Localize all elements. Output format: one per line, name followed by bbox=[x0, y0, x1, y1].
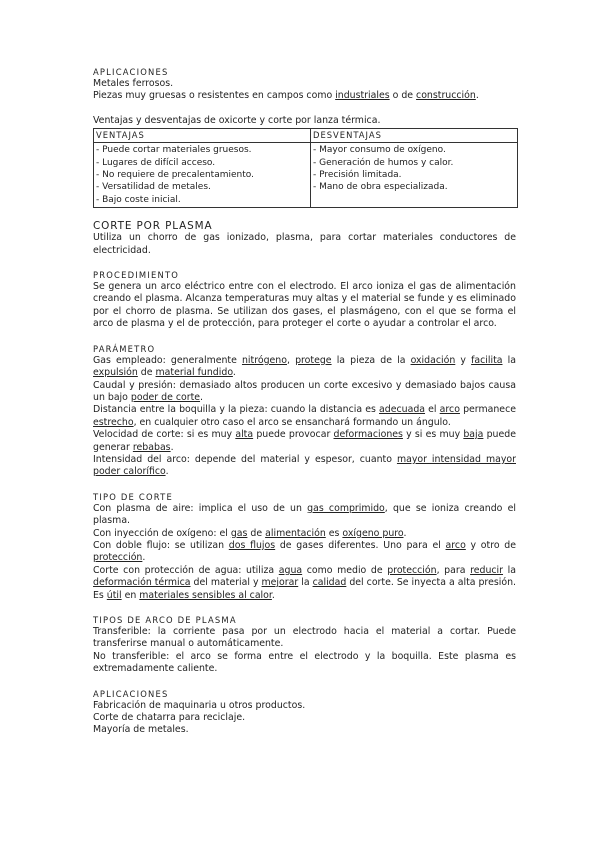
procedure-text: Se genera un arco eléctrico entre con el electrodo. El arco ioniza el gas de alimentación creando el plasma. Alcanza temperaturas muy altas y el material se funde y es eliminado por el chorro de plasma. Se utilizan dos gases, el plasmágeno, con el que se forma el arco de plasma y el de protección, para proteger el corte o ayudar a controlar el arco. bbox=[93, 281, 516, 330]
table-caption: Ventajas y desventajas de oxicorte y corte por lanza térmica. bbox=[93, 114, 381, 126]
parameter-heading: PARÁMETRO bbox=[93, 343, 156, 354]
list-item: - Versatilidad de metales. bbox=[96, 182, 211, 193]
param-speed: Velocidad de corte: si es muy alta puede provocar deformaciones y si es muy baja puede generar rebabas. bbox=[93, 429, 516, 453]
applications-item: Fabricación de maquinaria u otros productos. bbox=[93, 699, 306, 711]
applications-item: Mayoría de metales. bbox=[93, 724, 189, 736]
list-item: - Precisión limitada. bbox=[313, 170, 402, 181]
section-title: CORTE POR PLASMA bbox=[93, 220, 213, 233]
param-gas: Gas empleado: generalmente nitrógeno, protege la pieza de la oxidación y facilita la expulsión de material fundido. bbox=[93, 354, 516, 379]
pros-cons-table bbox=[93, 128, 518, 208]
list-item: - Bajo coste inicial. bbox=[96, 194, 181, 205]
cut-type-double-flow: Con doble flujo: se utilizan dos flujos de gases diferentes. Uno para el arco y otro de protección. bbox=[93, 539, 517, 564]
list-item: - Generación de humos y calor. bbox=[313, 157, 454, 168]
list-item: - Mano de obra especializada. bbox=[313, 182, 448, 193]
arc-types-heading: TIPOS DE ARCO DE PLASMA bbox=[93, 615, 237, 625]
cut-type-heading: TIPO DE CORTE bbox=[93, 491, 173, 502]
arc-non-transferable: No transferible: el arco se forma entre el electrodo y la boquilla. Este plasma es extremadamente caliente. bbox=[93, 650, 516, 675]
cut-type-water: Corte con protección de agua: utiliza agua como medio de protección, para reducir la deformación térmica del material y mejorar la calidad del corte. Se inyecta a alta presión. Es útil en materiales sensibles al calor. bbox=[93, 564, 516, 601]
table-header: DESVENTAJAS bbox=[311, 129, 518, 143]
param-intensity: Intensidad del arco: depende del material y espesor, cuanto mayor intensidad mayor poder calorífico. bbox=[93, 453, 516, 478]
applications-heading: APLICACIONES bbox=[93, 688, 169, 699]
param-flow: Caudal y presión: demasiado altos producen un corte excesivo y demasiado bajos causa un bajo poder de corte. bbox=[93, 379, 516, 403]
list-item: - Mayor consumo de oxígeno. bbox=[313, 145, 446, 156]
list-item: - Lugares de difícil acceso. bbox=[96, 157, 216, 168]
list-item: - Puede cortar materiales gruesos. bbox=[96, 145, 252, 156]
cut-type-air: Con plasma de aire: implica el uso de un gas comprimido, que se ioniza creando el plasma. bbox=[93, 502, 516, 527]
document-page bbox=[93, 66, 516, 737]
applications-heading: APLICACIONES bbox=[93, 67, 169, 77]
applications-item: Corte de chatarra para reciclaje. bbox=[93, 712, 246, 724]
table-header: VENTAJAS bbox=[94, 129, 311, 143]
advantages-cell bbox=[94, 143, 311, 208]
applications-line: Piezas muy gruesas o resistentes en campos como industriales o de construcción. bbox=[93, 90, 479, 102]
param-distance: Distancia entre la boquilla y la pieza: cuando la distancia es adecuada el arco permanece estrecho, en cualquier otro caso el arco se ensanchará formando un ángulo. bbox=[93, 404, 516, 428]
list-item: - No requiere de precalentamiento. bbox=[96, 170, 254, 181]
cut-type-oxygen: Con inyección de oxígeno: el gas de alimentación es oxígeno puro. bbox=[93, 527, 407, 539]
section-description: Utiliza un chorro de gas ionizado, plasma, para cortar materiales conductores de electricidad. bbox=[93, 232, 516, 256]
disadvantages-cell bbox=[311, 143, 518, 208]
procedure-heading: PROCEDIMIENTO bbox=[93, 270, 180, 281]
arc-transferable: Transferible: la corriente pasa por un electrodo hacia el material a cortar. Puede transferirse manual o automáticamente. bbox=[93, 626, 516, 650]
applications-line: Metales ferrosos. bbox=[93, 78, 174, 89]
